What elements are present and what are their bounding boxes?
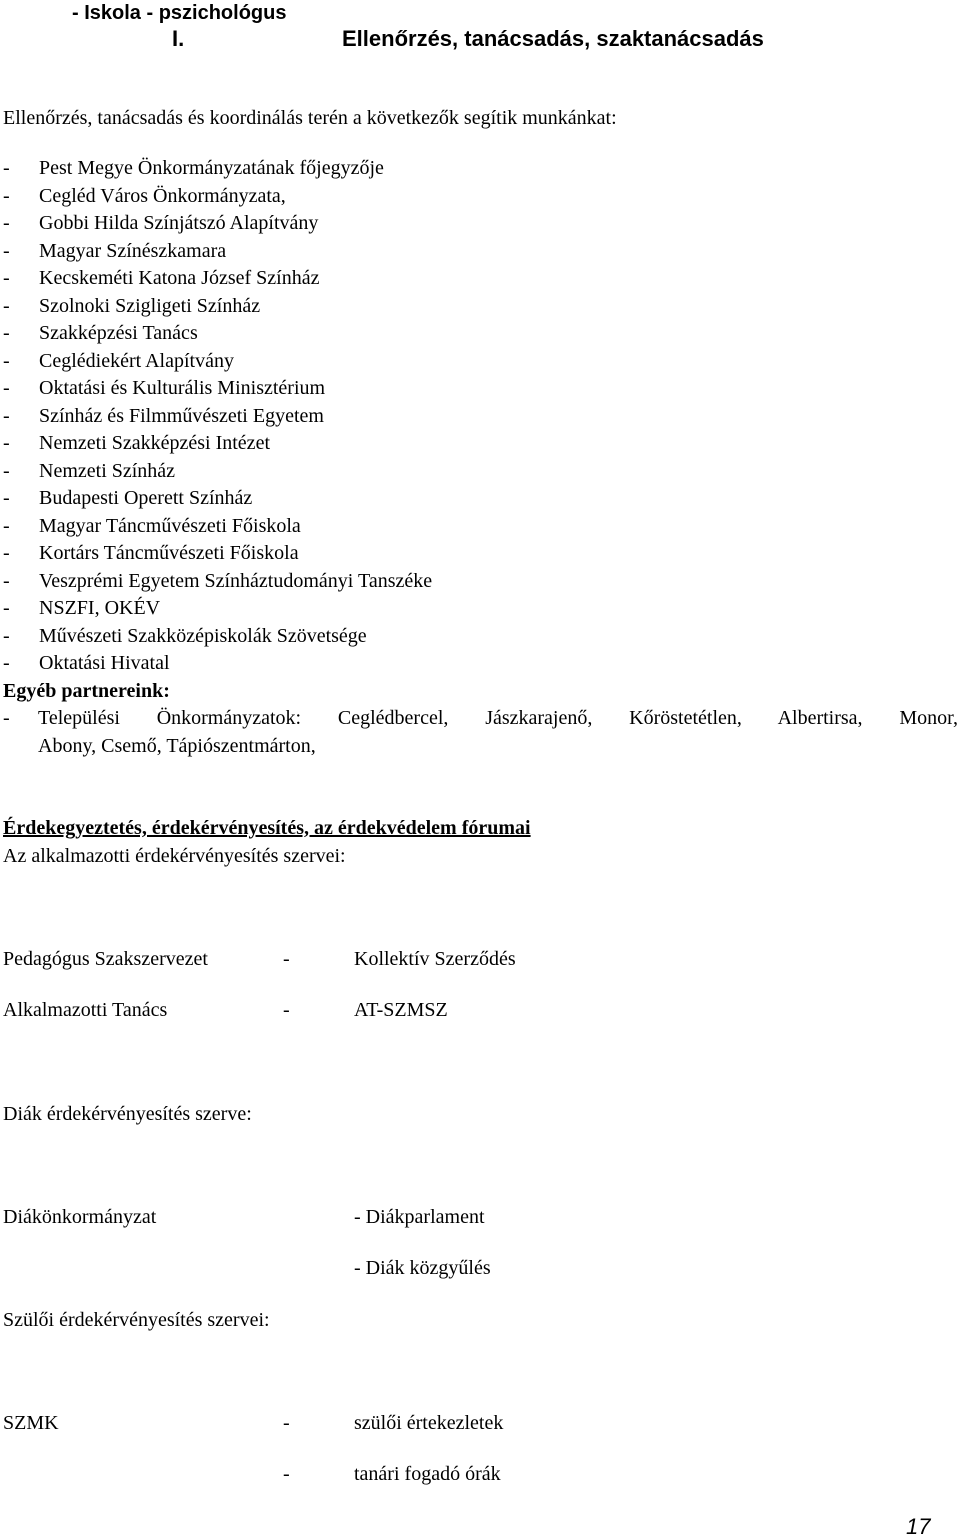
row-dash: - [283,948,290,970]
interest-heading: Érdekegyeztetés, érdekérvényesítés, az érdekvédelem fórumai [3,817,531,839]
list-item: - Szolnoki Szigligeti Színház [3,295,261,317]
parent-item: szülői értekezletek [354,1412,504,1434]
list-item: - Oktatási és Kulturális Minisztérium [3,377,326,399]
employee-label: Az alkalmazotti érdekérvényesítés szervei: [3,845,346,867]
student-body: Diákönkormányzat [3,1206,157,1228]
list-item: - Gobbi Hilda Színjátszó Alapítvány [3,212,319,234]
list-item: - NSZFI, OKÉV [3,597,161,619]
row-left: Pedagógus Szakszervezet [3,948,208,970]
list-item: - Nemzeti Szakképzési Intézet [3,432,270,454]
row-left: Alkalmazotti Tanács [3,999,168,1021]
other-partners-line-1: Települési Önkormányzatok: Ceglédbercel, Jászkarajenő, Kőröstetétlen, Albertirsa, Monor, [38,707,958,729]
row-right: AT-SZMSZ [354,999,448,1021]
list-item: - Pest Megye Önkormányzatának főjegyzője [3,157,384,179]
list-item: - Magyar Táncművészeti Főiskola [3,515,301,537]
other-partners-line-2: Abony, Csemő, Tápiószentmárton, [38,735,316,757]
parent-item: tanári fogadó órák [354,1463,501,1485]
top-list-item: - Iskola - pszichológus [72,2,287,24]
row-dash: - [283,1412,290,1434]
list-item: - Kecskeméti Katona József Színház [3,267,320,289]
list-item: - Cegléd Város Önkormányzata, [3,185,286,207]
section-title: Ellenőrzés, tanácsadás, szaktanácsadás [342,26,764,51]
list-item: - Oktatási Hivatal [3,652,170,674]
student-label: Diák érdekérvényesítés szerve: [3,1103,252,1125]
list-item: - Művészeti Szakközépiskolák Szövetsége [3,625,367,647]
list-item: - Kortárs Táncművészeti Főiskola [3,542,299,564]
list-item: - Szakképzési Tanács [3,322,198,344]
student-item: - Diák közgyűlés [354,1257,491,1279]
list-item: - Budapesti Operett Színház [3,487,253,509]
other-partners-heading: Egyéb partnereink: [3,680,170,702]
parent-body: SZMK [3,1412,59,1434]
intro-text: Ellenőrzés, tanácsadás és koordinálás terén a következők segítik munkánkat: [3,107,617,129]
list-item: - Nemzeti Színház [3,460,176,482]
parent-label: Szülői érdekérvényesítés szervei: [3,1309,270,1331]
student-item: - Diákparlament [354,1206,485,1228]
page-number: 17 [906,1514,931,1539]
list-item: - Veszprémi Egyetem Színháztudományi Tanszéke [3,570,433,592]
list-item: - Színház és Filmművészeti Egyetem [3,405,324,427]
list-dash: - [3,707,10,729]
row-dash: - [283,1463,290,1485]
list-item: - Ceglédiekért Alapítvány [3,350,234,372]
row-right: Kollektív Szerződés [354,948,516,970]
list-item: - Magyar Színészkamara [3,240,227,262]
section-number: I. [172,26,185,51]
row-dash: - [283,999,290,1021]
